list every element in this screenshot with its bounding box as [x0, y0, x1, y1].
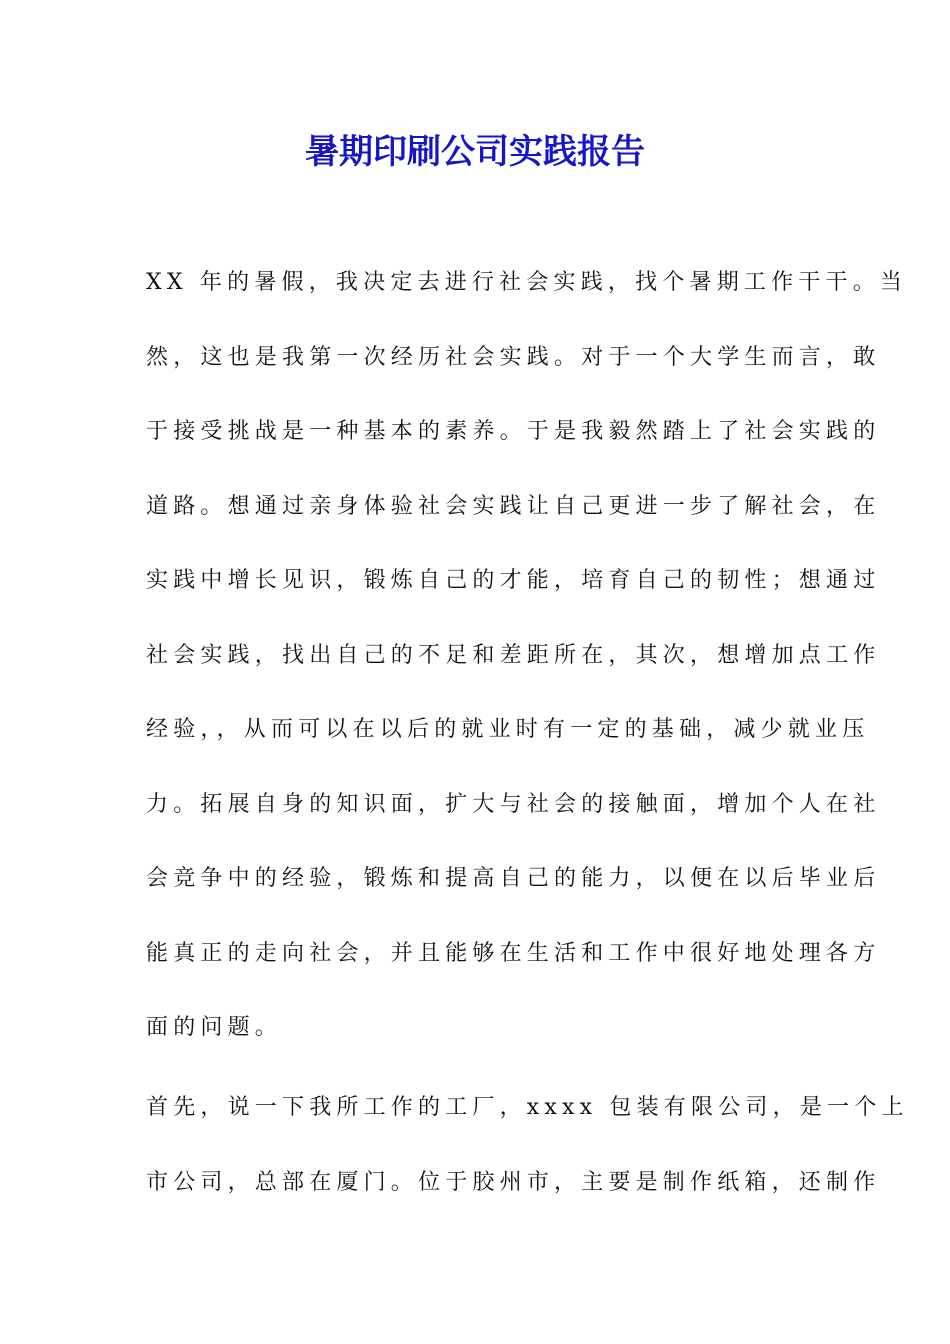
text-line: 经验，，从而可以在以后的就业时有一定的基础，减少就业压 — [146, 717, 870, 742]
text-line: 然，这也是我第一次经历社会实践。对于一个大学生而言，敢 — [146, 344, 881, 370]
text-line: 市公司，总部在厦门。位于胶州市，主要是制作纸箱，还制作 — [146, 1169, 881, 1195]
text-line: 实践中增长见识，锻炼自己的才能，培育自己的韧性；想通过 — [146, 568, 881, 593]
text-line: 能真正的走向社会，并且能够在生活和工作中很好地处理各方 — [146, 940, 881, 966]
document-title: 暑期印刷公司实践报告 — [305, 132, 645, 172]
text-line: 面的问题。 — [146, 1015, 283, 1040]
text-line: 力。拓展自身的知识面，扩大与社会的接触面，增加个人在社 — [146, 791, 881, 817]
text-line: XX 年的暑假，我决定去进行社会实践，找个暑期工作干干。当 — [146, 270, 908, 295]
text-line: 会竞争中的经验，锻炼和提高自己的能力，以便在以后毕业后 — [146, 866, 881, 891]
paragraph-company — [146, 1071, 909, 1220]
text-line: 道路。想通过亲身体验社会实践让自己更进一步了解社会，在 — [146, 493, 881, 519]
text-line: 于接受挑战是一种基本的素养。于是我毅然踏上了社会实践的 — [146, 419, 881, 444]
text-line: 社会实践，找出自己的不足和差距所在，其次，想增加点工作 — [146, 642, 881, 668]
paragraph-intro — [146, 246, 908, 1066]
text-line: 首先，说一下我所工作的工厂，xxxx 包装有限公司，是一个上 — [146, 1095, 909, 1120]
